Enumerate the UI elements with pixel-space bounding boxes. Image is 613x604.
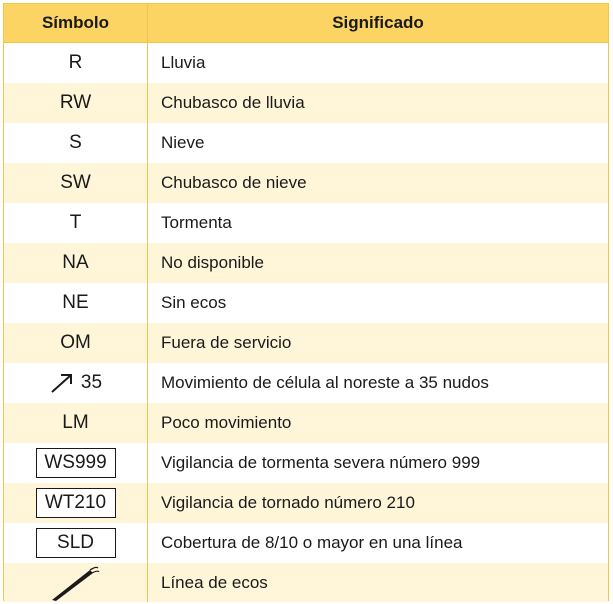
boxed-symbol: WT210 (36, 488, 116, 518)
echo-line-icon (46, 564, 106, 602)
table-header (4, 4, 608, 43)
symbol-cell: RW (4, 83, 148, 123)
symbol-cell (4, 363, 148, 403)
boxed-symbol: WS999 (36, 448, 116, 478)
symbol-cell: LM (4, 403, 148, 443)
symbol-cell (4, 483, 148, 523)
table-row (4, 563, 608, 602)
meaning-cell: Tormenta (161, 213, 232, 232)
meaning-cell: Fuera de servicio (161, 333, 292, 352)
header-meaning: Significado (332, 13, 424, 32)
table-row (4, 243, 608, 283)
symbol-cell: SW (4, 163, 148, 203)
meaning-cell: Línea de ecos (161, 572, 268, 592)
meaning-cell: No disponible (161, 253, 265, 272)
symbol-cell: NA (4, 243, 148, 283)
symbol-cell: NE (4, 283, 148, 323)
symbol-cell: T (4, 203, 148, 243)
table-row (4, 323, 608, 363)
meaning-cell: Movimiento de célula al noreste a 35 nudos (161, 373, 489, 392)
symbol-cell (4, 523, 148, 563)
symbol-cell (4, 443, 148, 483)
table-row (4, 483, 608, 523)
symbol-cell (4, 563, 148, 602)
table-row (4, 83, 608, 123)
table-row (4, 443, 608, 483)
meaning-cell: Chubasco de nieve (161, 173, 307, 192)
northeast-arrow-icon (49, 372, 75, 394)
table-row (4, 163, 608, 203)
meaning-cell: Lluvia (161, 53, 206, 72)
table-row (4, 523, 608, 563)
table-row (4, 203, 608, 243)
meaning-cell: Cobertura de 8/10 o mayor en una línea (161, 533, 463, 552)
boxed-symbol: SLD (36, 528, 116, 558)
meaning-cell: Vigilancia de tormenta severa número 999 (161, 453, 481, 472)
meaning-cell: Chubasco de lluvia (161, 93, 305, 112)
meaning-cell: Nieve (161, 133, 205, 152)
symbol-cell: R (4, 43, 148, 83)
table-row (4, 43, 608, 83)
table-row (4, 283, 608, 323)
meaning-cell: Sin ecos (161, 293, 227, 312)
table-row (4, 363, 608, 403)
symbol-cell: OM (4, 323, 148, 363)
meaning-cell: Vigilancia de tornado número 210 (161, 493, 415, 512)
table-row (4, 123, 608, 163)
arrow-speed-label: 35 (80, 372, 103, 393)
meaning-cell: Poco movimiento (161, 413, 292, 432)
symbol-cell: S (4, 123, 148, 163)
table-row (4, 403, 608, 443)
header-symbol: Símbolo (4, 4, 148, 42)
weather-symbols-table (3, 3, 609, 601)
